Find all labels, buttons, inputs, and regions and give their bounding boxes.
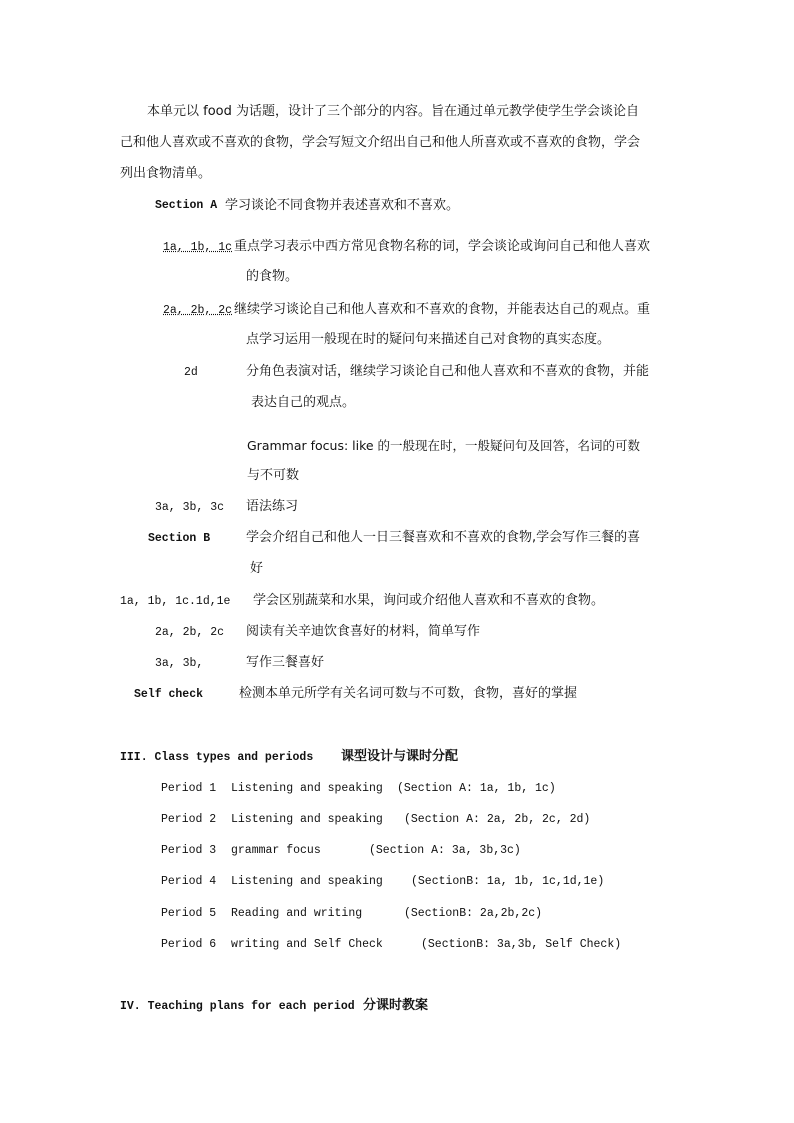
section-b-item-1-code: 1a, 1b, 1c.1d,1e (120, 595, 231, 608)
period-3-type: grammar focus (231, 844, 321, 857)
period-3-sections: (Section A: 3a, 3b,3c) (369, 844, 521, 857)
section-b-item-3-text: 写作三餐喜好 (246, 655, 325, 670)
section-b-item-2-text: 阅读有关辛迪饮食喜好的材料，简单写作 (246, 624, 481, 639)
period-5-label: Period 5 (161, 907, 217, 920)
section-a-item-3-text: 分角色表演对话，继续学习谈论自己和他人喜欢和不喜欢的食物，并能 (246, 364, 650, 379)
period-6-label: Period 6 (161, 938, 217, 951)
grammar-focus-line-2: 与不可数 (247, 468, 300, 483)
period-6-sections: (SectionB: 3a,3b, Self Check) (421, 938, 622, 951)
section-b-desc: 学会介绍自己和他人一日三餐喜欢和不喜欢的食物,学会写作三餐的喜 (246, 530, 641, 545)
section-a-item-2-text-cont: 点学习运用一般现在时的疑问句来描述自己对食物的真实态度。 (246, 332, 611, 347)
intro-line-1: 本单元以 food 为话题，设计了三个部分的内容。旨在通过单元教学使学生学会谈论自 (147, 104, 640, 119)
period-3-label: Period 3 (161, 844, 217, 857)
period-2-sections: (Section A: 2a, 2b, 2c, 2d) (404, 813, 591, 826)
period-4-label: Period 4 (161, 875, 217, 888)
period-1-label: Period 1 (161, 782, 217, 795)
period-5-type: Reading and writing (231, 907, 363, 920)
intro-line-2: 己和他人喜欢或不喜欢的食物，学会写短文介绍出自己和他人所喜欢或不喜欢的食物，学会 (120, 135, 641, 150)
section-b-label: Section B (148, 532, 211, 545)
section-4-heading: IV. Teaching plans for each period (120, 1000, 355, 1013)
period-4-sections: (SectionB: 1a, 1b, 1c,1d,1e) (411, 875, 605, 888)
section-a-item-2-code: 2a, 2b, 2c (163, 304, 233, 317)
section-3-heading-cn: 课型设计与课时分配 (341, 749, 459, 764)
section-a-item-3-code: 2d (184, 366, 198, 379)
section-a-practice-code: 3a, 3b, 3c (155, 501, 225, 514)
self-check-text: 检测本单元所学有关名词可数与不可数，食物，喜好的掌握 (239, 686, 578, 701)
section-3-heading: III. Class types and periods (120, 751, 314, 764)
period-6-type: writing and Self Check (231, 938, 383, 951)
self-check-label: Self check (134, 688, 204, 701)
section-a-item-1-code: 1a, 1b, 1c (163, 241, 233, 254)
section-a-item-1-text-cont: 的食物。 (246, 269, 299, 284)
period-4-type: Listening and speaking (231, 875, 383, 888)
grammar-focus-line-1: Grammar focus: like 的一般现在时，一般疑问句及回答，名词的可数 (247, 438, 641, 453)
section-a-item-3-text-cont: 表达自己的观点。 (251, 395, 356, 410)
period-1-sections: (Section A: 1a, 1b, 1c) (397, 782, 556, 795)
section-a-item-2-text: 继续学习谈论自己和他人喜欢和不喜欢的食物，并能表达自己的观点。重 (234, 302, 651, 317)
section-b-item-1-text: 学会区别蔬菜和水果，询问或介绍他人喜欢和不喜欢的食物。 (253, 593, 605, 608)
intro-line-3: 列出食物清单。 (120, 166, 212, 181)
section-a-practice-text: 语法练习 (246, 499, 299, 514)
section-4-heading-cn: 分课时教案 (363, 998, 429, 1013)
section-a-desc: 学习谈论不同食物并表述喜欢和不喜欢。 (225, 198, 460, 213)
section-b-item-3-code: 3a, 3b, (155, 657, 204, 670)
period-2-type: Listening and speaking (231, 813, 383, 826)
period-5-sections: (SectionB: 2a,2b,2c) (404, 907, 543, 920)
section-b-item-2-code: 2a, 2b, 2c (155, 626, 225, 639)
section-a-item-1-text: 重点学习表示中西方常见食物名称的词，学会谈论或询问自己和他人喜欢 (234, 239, 651, 254)
section-b-desc-cont: 好 (250, 561, 264, 576)
section-a-label: Section A (155, 199, 218, 212)
period-2-label: Period 2 (161, 813, 217, 826)
period-1-type: Listening and speaking (231, 782, 383, 795)
